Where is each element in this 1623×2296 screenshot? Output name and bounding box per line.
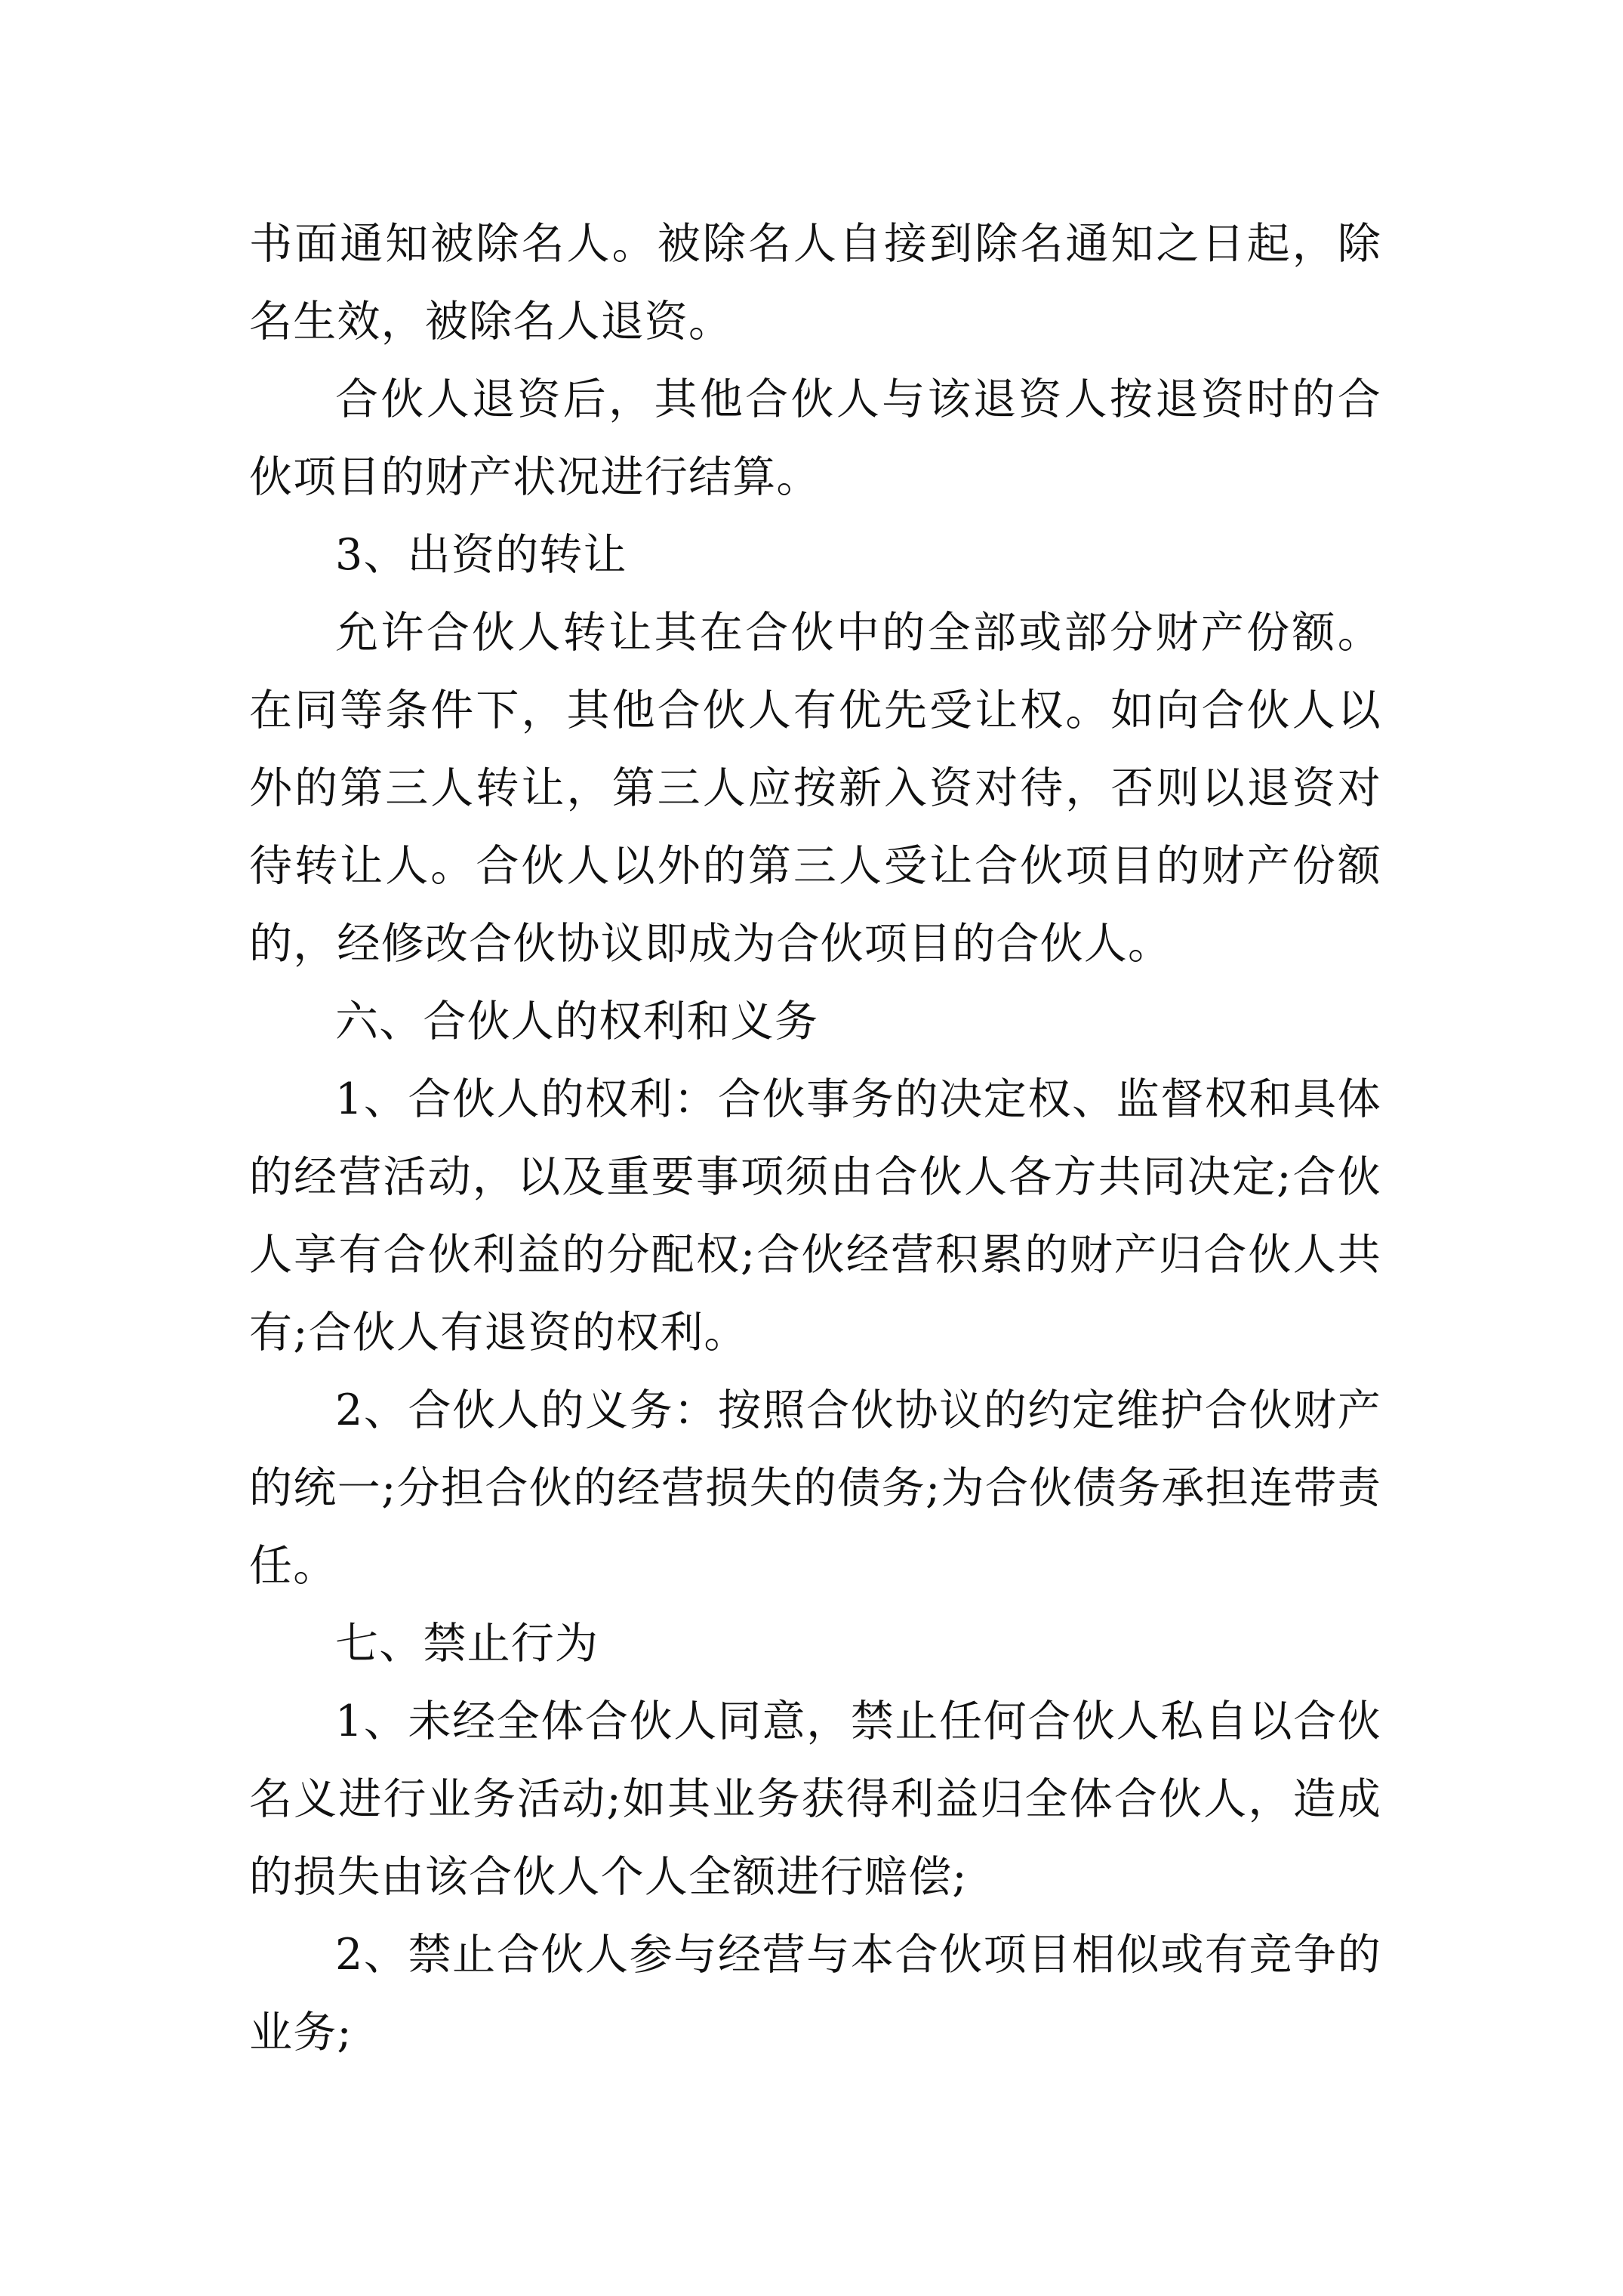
paragraph-transfer-rules: 允许合伙人转让其在合伙中的全部或部分财产份额。在同等条件下，其他合伙人有优先受让权。如向合伙人以外的第三人转让，第三人应按新入资对待，否则以退资对待转让人。合伙人以外的第三人受让合伙项目的财产份额的，经修改合伙协议即成为合伙项目的合伙人。	[249, 608, 1381, 969]
heading-prohibited-acts: 七、禁止行为	[335, 1619, 599, 1669]
paragraph-prohibition-1: 1、未经全体合伙人同意，禁止任何合伙人私自以合伙名义进行业务活动;如其业务获得利益归全体合伙人，造成的损失由该合伙人个人全额进行赔偿;	[249, 1697, 1381, 1902]
document-body	[249, 205, 1381, 2072]
paragraph-settlement: 合伙人退资后，其他合伙人与该退资人按退资时的合伙项目的财产状况进行结算。	[249, 374, 1381, 502]
paragraph-removal-notice: 书面通知被除名人。被除名人自接到除名通知之日起，除名生效，被除名人退资。	[249, 219, 1381, 347]
paragraph-partner-rights: 1、合伙人的权利：合伙事务的决定权、监督权和具体的经营活动，以及重要事项须由合伙人各方共同决定;合伙人享有合伙利益的分配权;合伙经营积累的财产归合伙人共有;合伙人有退资的权利。	[249, 1074, 1381, 1358]
heading-capital-transfer: 3、出资的转让	[335, 530, 627, 580]
paragraph-partner-obligations: 2、合伙人的义务：按照合伙协议的约定维护合伙财产的统一;分担合伙的经营损失的债务;为合伙债务承担连带责任。	[249, 1385, 1381, 1591]
heading-rights-obligations: 六、合伙人的权利和义务	[335, 997, 819, 1046]
paragraph-prohibition-2: 2、禁止合伙人参与经营与本合伙项目相似或有竞争的业务;	[249, 1930, 1381, 2057]
